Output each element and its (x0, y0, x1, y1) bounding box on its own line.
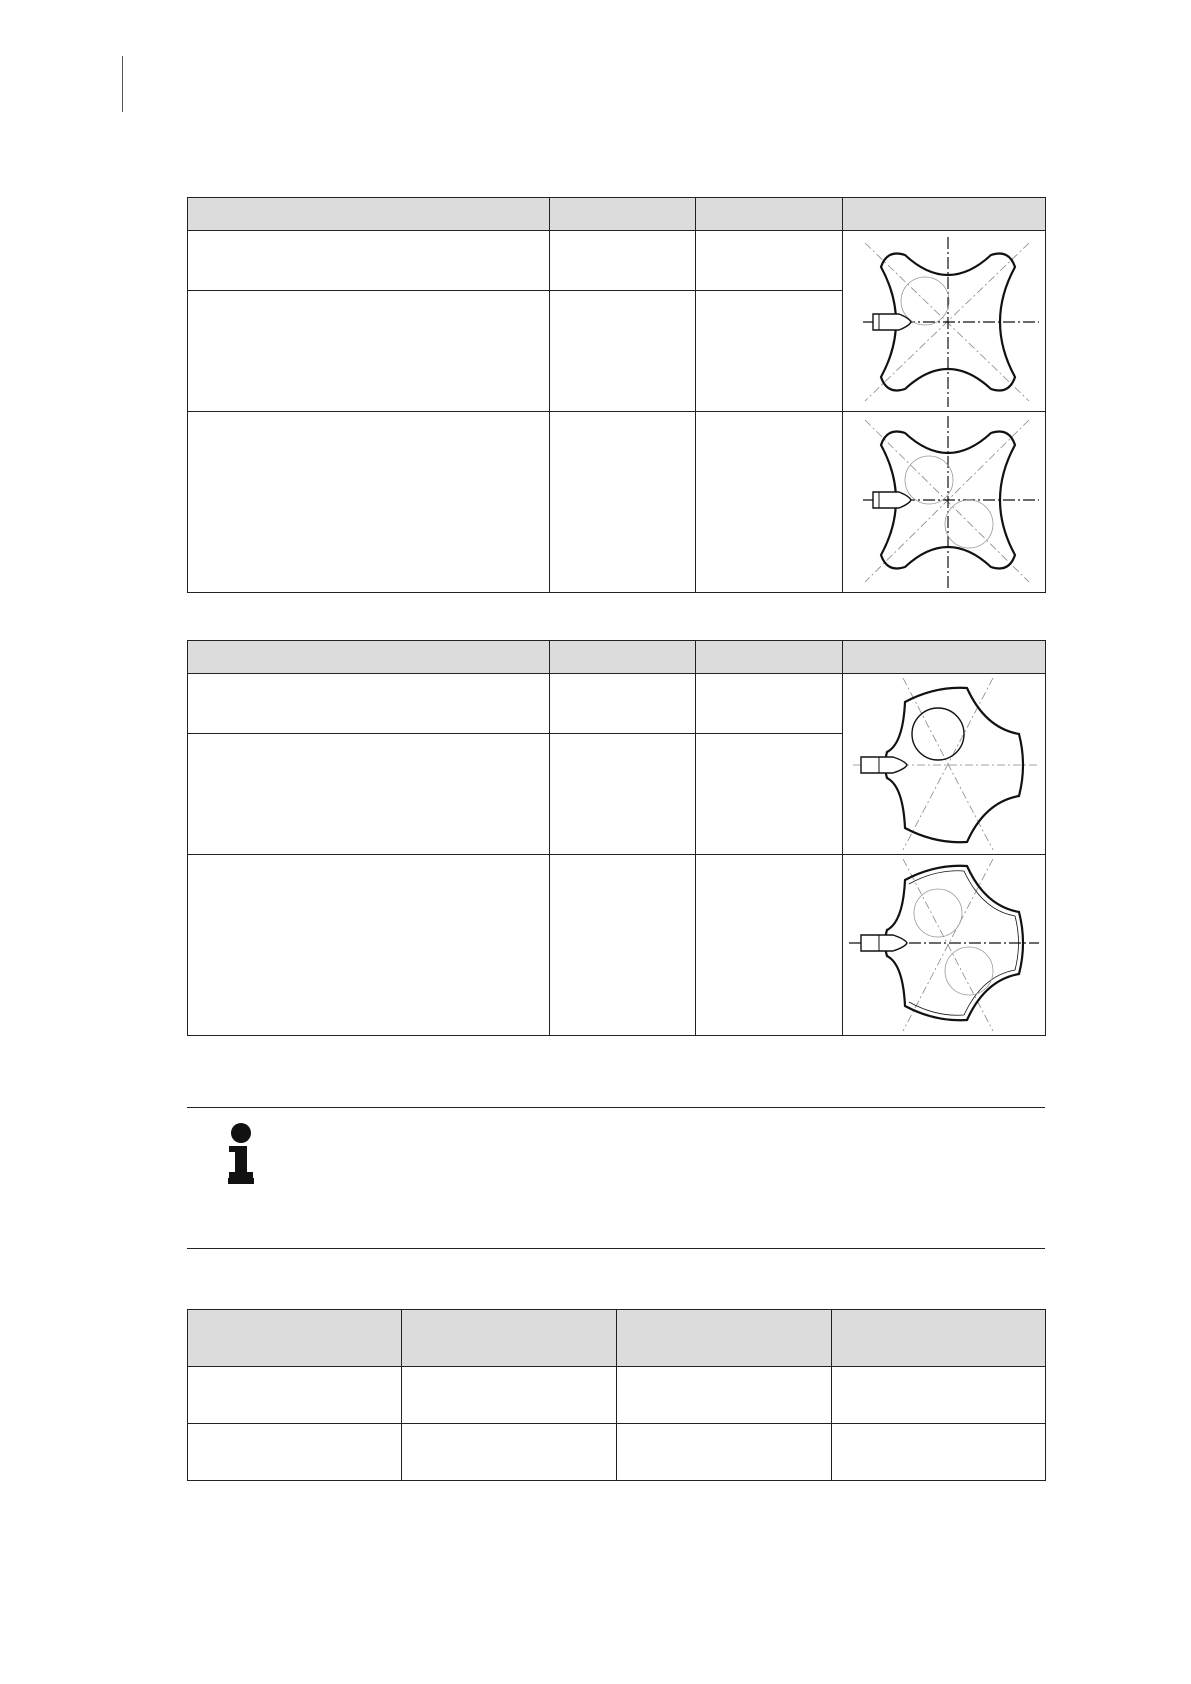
table-cell (617, 1424, 832, 1481)
table-row (188, 1424, 1046, 1481)
cell-description (188, 674, 550, 734)
info-note (187, 1107, 1045, 1249)
cell-value-b (696, 733, 843, 854)
cell-description (188, 231, 550, 291)
table-row (188, 674, 1046, 734)
table-cell (832, 1424, 1046, 1481)
figure-cell (843, 674, 1046, 855)
table-header-row (188, 198, 1046, 231)
table-cell (188, 1424, 402, 1481)
cell-value-b (696, 855, 843, 1036)
table-header-row (188, 641, 1046, 674)
header-description (188, 641, 550, 674)
feed-nozzle (861, 935, 907, 951)
cell-value-a (550, 412, 696, 593)
info-icon (225, 1122, 257, 1184)
cell-value-b (696, 231, 843, 291)
cell-value-b (696, 290, 843, 411)
table-row (188, 231, 1046, 291)
table-cell (832, 1367, 1046, 1424)
cell-value-a (550, 231, 696, 291)
header-cell (832, 1310, 1046, 1367)
header-figure (843, 198, 1046, 231)
cell-value-b (696, 412, 843, 593)
rotor-spec-table-1 (187, 197, 1046, 593)
table-row (188, 412, 1046, 593)
rotor-spec-table-2 (187, 640, 1046, 1036)
four-lobe-rotor-double-bore-figure (843, 412, 1045, 592)
cell-description (188, 412, 550, 593)
three-lobe-rotor-single-bore-figure (843, 674, 1045, 854)
table-cell (188, 1367, 402, 1424)
three-lobe-rotor-double-bore-figure (843, 855, 1045, 1035)
margin-rule (122, 56, 123, 112)
bore-circle-lower (945, 500, 993, 548)
cell-value-b (696, 674, 843, 734)
table-row (188, 1367, 1046, 1424)
table-cell (617, 1367, 832, 1424)
header-figure (843, 641, 1046, 674)
figure-cell (843, 855, 1046, 1036)
header-value-a (550, 641, 696, 674)
header-value-b (696, 198, 843, 231)
bore-circle-upper (905, 456, 953, 504)
figure-cell (843, 412, 1046, 593)
bore-circle-lower (945, 947, 993, 995)
header-value-a (550, 198, 696, 231)
header-cell (617, 1310, 832, 1367)
table-cell (402, 1424, 617, 1481)
table-row (188, 855, 1046, 1036)
cell-description (188, 290, 550, 411)
header-cell (402, 1310, 617, 1367)
cell-description (188, 733, 550, 854)
feed-nozzle (861, 757, 907, 773)
header-value-b (696, 641, 843, 674)
bore-circle-upper (914, 889, 962, 937)
figure-cell (843, 231, 1046, 412)
bore-circle (912, 708, 964, 760)
cell-value-a (550, 733, 696, 854)
cell-description (188, 855, 550, 1036)
cell-value-a (550, 290, 696, 411)
summary-table (187, 1309, 1046, 1481)
table-cell (402, 1367, 617, 1424)
table-header-row (188, 1310, 1046, 1367)
header-description (188, 198, 550, 231)
cell-value-a (550, 674, 696, 734)
four-lobe-rotor-single-bore-figure (843, 231, 1045, 411)
cell-value-a (550, 855, 696, 1036)
header-cell (188, 1310, 402, 1367)
